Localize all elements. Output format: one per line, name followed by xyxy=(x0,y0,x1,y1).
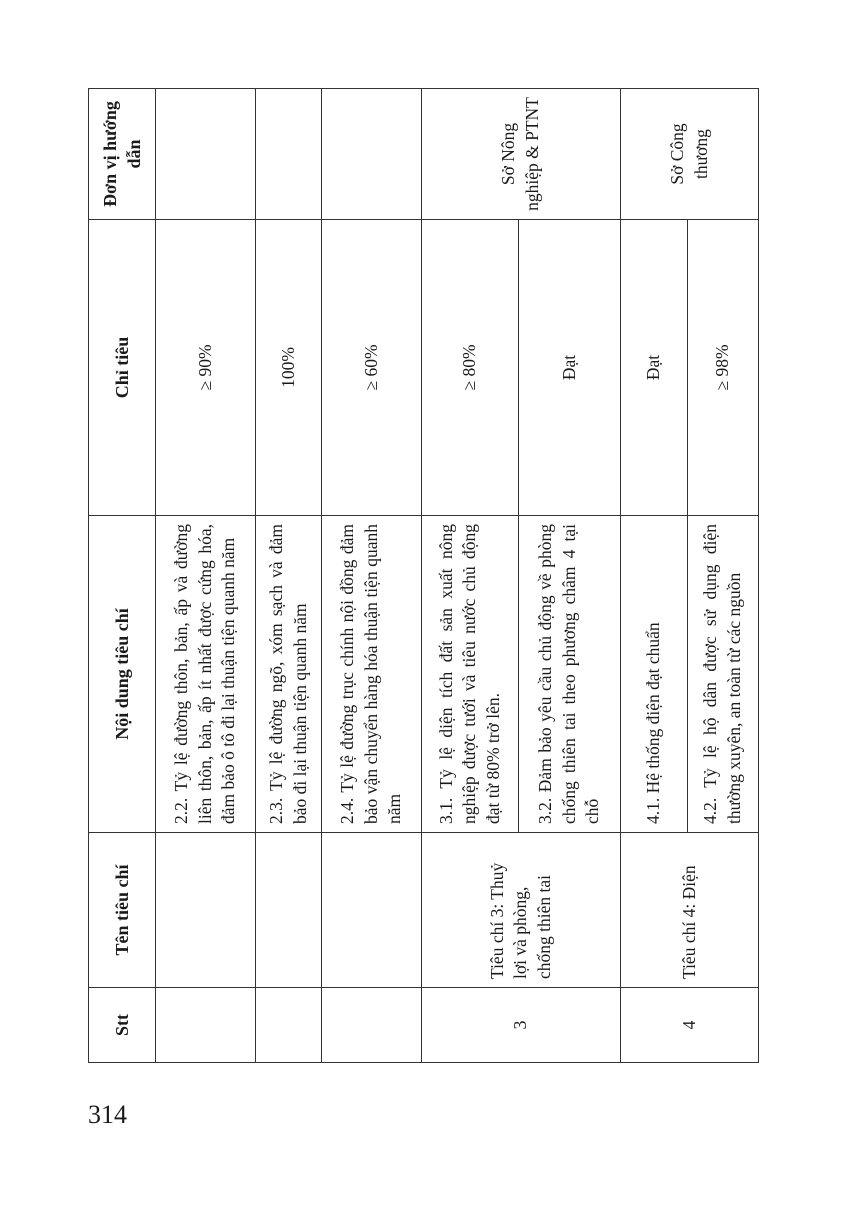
cell-don-vi xyxy=(156,89,256,220)
cell-noi-dung: 4.1. Hệ thống điện đạt chuẩn xyxy=(621,516,688,833)
cell-noi-dung: 4.2. Tỷ lệ hộ dân được sử dụng điện thường xuyên, an toàn từ các nguồn xyxy=(688,516,759,833)
cell-stt: 4 xyxy=(621,988,759,1063)
cell-ten-tieu-chi xyxy=(322,833,422,988)
header-stt: Stt xyxy=(89,988,156,1063)
cell-noi-dung: 2.2. Tỷ lệ đường thôn, bản, ấp và đường liên thôn, bản, ấp ít nhất được cứng hóa, đảm bảo ô tô đi lại thuận tiện quanh năm xyxy=(156,516,256,833)
cell-don-vi: Sở Công thương xyxy=(621,89,759,220)
header-chi-tieu: Chỉ tiêu xyxy=(89,220,156,516)
rotated-table-wrapper xyxy=(88,89,758,1063)
header-don-vi: Đơn vị hướng dẫn xyxy=(89,89,156,220)
cell-ten-tieu-chi: Tiêu chí 3: Thuỷ lợi và phòng, chống thiên tai xyxy=(422,833,621,988)
cell-don-vi xyxy=(322,89,422,220)
header-noi-dung: Nội dung tiêu chí xyxy=(89,516,156,833)
cell-chi-tieu: ≥ 90% xyxy=(156,220,256,516)
table-row xyxy=(256,89,322,1063)
cell-ten-tieu-chi xyxy=(256,833,322,988)
cell-noi-dung: 2.3. Tỷ lệ đường ngõ, xóm sạch và đảm bảo đi lại thuận tiện quanh năm xyxy=(256,516,322,833)
table-row xyxy=(156,89,256,1063)
header-row xyxy=(89,89,156,1063)
cell-noi-dung: 3.2. Đảm bảo yêu cầu chủ động về phòng chống thiên tai theo phương châm 4 tại chỗ xyxy=(519,516,621,833)
cell-stt: 3 xyxy=(422,988,621,1063)
cell-ten-tieu-chi xyxy=(156,833,256,988)
cell-noi-dung: 3.1. Tỷ lệ diện tích đất sản xuất nông nghiệp được tưới và tiêu nước chủ động đạt từ 80% trở lên. xyxy=(422,516,519,833)
cell-chi-tieu: Đạt xyxy=(519,220,621,516)
cell-noi-dung: 2.4. Tỷ lệ đường trục chính nội đồng đảm bảo vận chuyển hàng hóa thuận tiện quanh năm xyxy=(322,516,422,833)
cell-stt xyxy=(256,988,322,1063)
cell-chi-tieu: ≥ 60% xyxy=(322,220,422,516)
cell-stt xyxy=(156,988,256,1063)
header-ten-tieu-chi: Tên tiêu chí xyxy=(89,833,156,988)
cell-don-vi: Sở Nông nghiệp & PTNT xyxy=(422,89,621,220)
criteria-table xyxy=(88,88,759,1063)
page-number: 314 xyxy=(88,1100,127,1129)
cell-chi-tieu: ≥ 98% xyxy=(688,220,759,516)
table-row xyxy=(621,89,688,1063)
table-row xyxy=(422,89,519,1063)
cell-ten-tieu-chi: Tiêu chí 4: Điện xyxy=(621,833,759,988)
table-row xyxy=(322,89,422,1063)
cell-chi-tieu: ≥ 80% xyxy=(422,220,519,516)
cell-chi-tieu: 100% xyxy=(256,220,322,516)
cell-chi-tieu: Đạt xyxy=(621,220,688,516)
cell-stt xyxy=(322,988,422,1063)
cell-don-vi xyxy=(256,89,322,220)
